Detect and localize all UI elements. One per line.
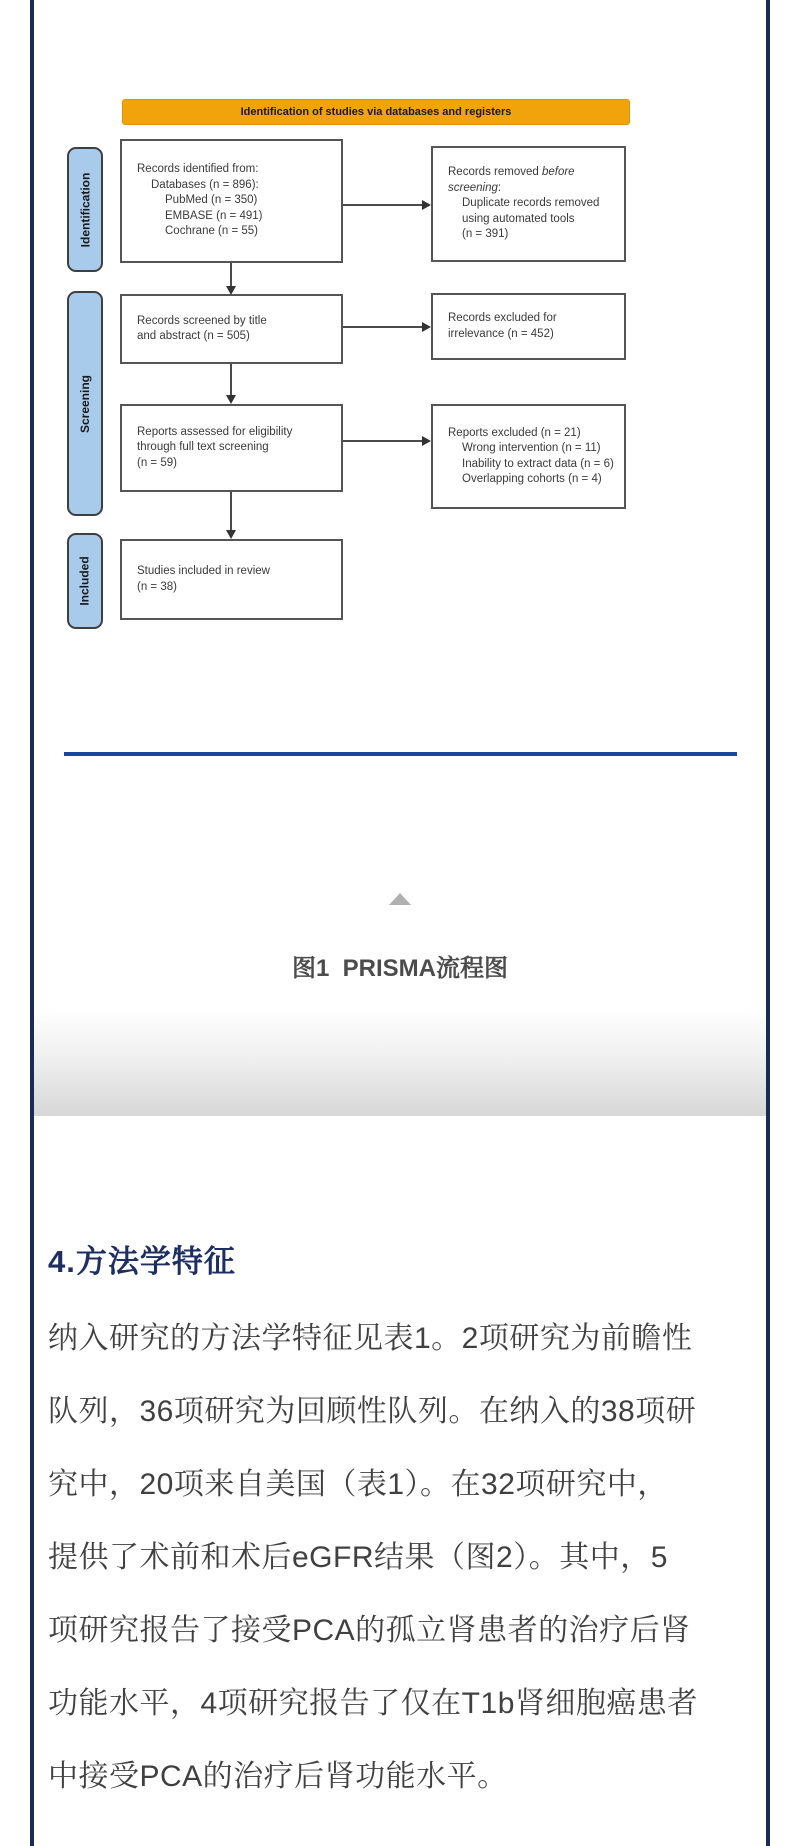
diagram-banner-label: Identification of studies via databases and registers xyxy=(240,106,512,118)
box-line: Records identified from: xyxy=(137,163,259,176)
box-line-italic: before xyxy=(541,166,575,179)
reports-assessed-box xyxy=(120,404,343,492)
box-line: (n = 59) xyxy=(137,456,177,469)
stage-included xyxy=(67,533,103,629)
box-line xyxy=(448,181,620,197)
section-paragraph xyxy=(48,1302,760,1813)
box-line: using automated tools xyxy=(462,212,575,225)
box-line: Databases (n = 896): xyxy=(151,178,259,191)
box-line-italic: screening xyxy=(448,181,498,194)
arrow-assessed-to-excluded xyxy=(343,440,423,442)
paragraph-line: 项研究报告了接受PCA的孤立肾患者的治疗后肾 xyxy=(48,1614,691,1647)
box-line: Reports excluded (n = 21) xyxy=(448,426,581,439)
box-line: (n = 391) xyxy=(462,228,509,241)
arrowhead-right-icon xyxy=(422,200,431,210)
diagram-banner xyxy=(122,99,630,125)
stage-screening xyxy=(67,291,103,516)
box-line: Reports assessed for eligibility xyxy=(137,425,293,438)
paragraph-line: 提供了术前和术后eGFR结果（图2）。其中，5 xyxy=(48,1541,668,1574)
box-line: Overlapping cohorts (n = 4) xyxy=(462,473,602,485)
box-line: (n = 38) xyxy=(137,580,177,593)
stage-identification xyxy=(67,147,103,272)
page-right-border xyxy=(766,0,770,1846)
section-divider-band xyxy=(34,1008,766,1116)
arrow-screened-to-assessed xyxy=(230,364,232,396)
box-line: through full text screening xyxy=(137,441,269,454)
records-removed-box xyxy=(431,146,626,262)
box-line: Records excluded for xyxy=(448,312,557,324)
arrow-assessed-to-included xyxy=(230,492,232,531)
box-line-text: Records removed xyxy=(448,166,542,179)
arrowhead-down-icon xyxy=(226,530,236,539)
box-line: Studies included in review xyxy=(137,565,270,577)
arrowhead-down-icon xyxy=(226,395,236,404)
paragraph-line: 究中，20项来自美国（表1）。在32项研究中， xyxy=(48,1468,668,1501)
box-line: Wrong intervention (n = 11) xyxy=(462,442,601,454)
arrow-identified-to-removed xyxy=(343,204,423,206)
stage-included-label: Included xyxy=(78,556,92,606)
box-line: PubMed (n = 350) xyxy=(165,194,258,207)
figure-bottom-rule xyxy=(64,752,737,756)
studies-included-box xyxy=(120,539,343,620)
arrowhead-right-icon xyxy=(422,322,431,332)
records-excluded-box xyxy=(431,293,626,360)
arrowhead-down-icon xyxy=(226,286,236,295)
box-line: Cochrane (n = 55) xyxy=(165,225,259,238)
records-screened-box xyxy=(120,294,343,364)
section-heading: 4.方法学特征 xyxy=(48,1244,236,1279)
paragraph-line: 队列，36项研究为回顾性队列。在纳入的38项研 xyxy=(48,1395,697,1428)
stage-screening-label: Screening xyxy=(78,374,92,433)
box-line: irrelevance (n = 452) xyxy=(448,327,554,340)
paragraph-line: 纳入研究的方法学特征见表1。2项研究为前瞻性 xyxy=(48,1322,693,1355)
records-identified-box xyxy=(120,139,343,263)
box-line: and abstract (n = 505) xyxy=(137,330,250,342)
figure-caption: 图1 PRISMA流程图 xyxy=(291,955,509,982)
page-left-border xyxy=(30,0,34,1846)
arrow-identified-to-screened xyxy=(230,263,232,287)
arrow-screened-to-excluded xyxy=(343,326,423,328)
box-line-text: : xyxy=(497,181,502,194)
box-line xyxy=(448,165,620,181)
box-line: Inability to extract data (n = 6) xyxy=(462,457,614,470)
box-line: Duplicate records removed xyxy=(462,197,600,210)
box-line: Records screened by title xyxy=(137,314,267,327)
paragraph-line: 中接受PCA的治疗后肾功能水平。 xyxy=(48,1760,508,1793)
up-triangle-icon xyxy=(389,893,411,905)
reports-excluded-box xyxy=(431,404,626,509)
box-line: EMBASE (n = 491) xyxy=(165,209,263,222)
paragraph-line: 功能水平，4项研究报告了仅在T1b肾细胞癌患者 xyxy=(48,1687,698,1720)
stage-identification-label: Identification xyxy=(78,172,93,247)
arrowhead-right-icon xyxy=(422,436,431,446)
